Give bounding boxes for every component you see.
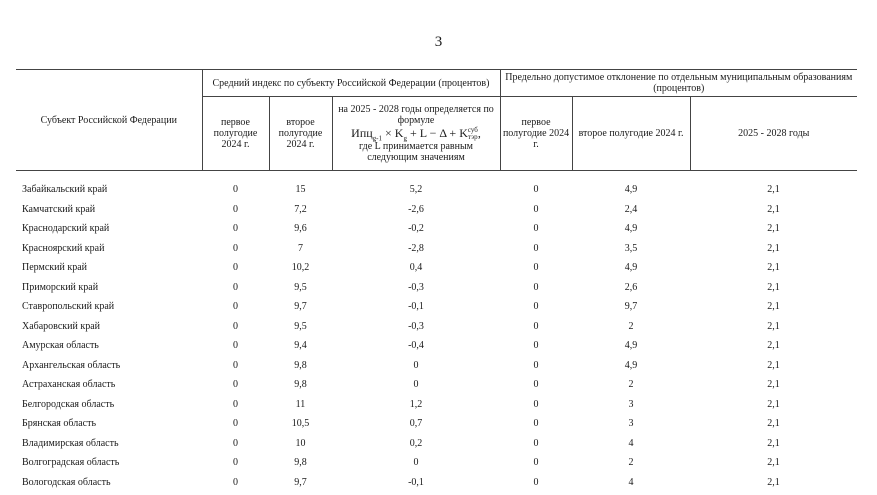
formula-intro: на 2025 - 2028 годы определяется по формуле (338, 103, 494, 126)
cell-region: Астраханская область (22, 379, 116, 391)
header-dev-h1-2024: первое полугодие 2024 г. (500, 97, 572, 171)
cell-dev-h2-2024: 4,9 (624, 340, 638, 352)
cell-avg-h1-2024: 0 (233, 340, 238, 352)
cell-dev-h2-2024: 4,9 (624, 184, 638, 196)
cell-dev-2025-2028: 2,1 (767, 476, 780, 488)
cell-dev-h2-2024: 2 (628, 457, 634, 469)
cell-region: Краснодарский край (22, 223, 110, 235)
cell-dev-h1-2024: 0 (533, 301, 539, 313)
cell-avg-h2-2024: 10 (295, 437, 306, 449)
cell-avg-h1-2024: 0 (233, 301, 238, 313)
table-row (16, 317, 857, 337)
cell-region: Белгородская область (22, 398, 115, 410)
cell-region: Пермский край (22, 262, 87, 274)
index-table (16, 69, 857, 492)
table-row (16, 375, 857, 395)
cell-region: Ставропольский край (22, 301, 115, 313)
table-row (16, 180, 857, 200)
cell-dev-2025-2028: 2,1 (767, 223, 780, 235)
cell-avg-l-2025-2028: -0,3 (408, 281, 424, 293)
cell-dev-2025-2028: 2,1 (767, 398, 780, 410)
cell-dev-h2-2024: 3,5 (624, 242, 638, 254)
cell-avg-h2-2024: 9,5 (294, 281, 307, 293)
table-row (16, 453, 857, 473)
cell-avg-h1-2024: 0 (233, 262, 238, 274)
cell-dev-h2-2024: 4,9 (624, 262, 638, 274)
cell-avg-h2-2024: 9,7 (294, 476, 307, 488)
cell-dev-2025-2028: 2,1 (767, 457, 780, 469)
cell-dev-h2-2024: 4 (628, 437, 634, 449)
cell-dev-h1-2024: 0 (533, 340, 539, 352)
cell-dev-h1-2024: 0 (533, 359, 539, 371)
cell-dev-2025-2028: 2,1 (767, 320, 780, 332)
table-row (16, 278, 857, 298)
cell-avg-h1-2024: 0 (233, 184, 238, 196)
header-h2-2024: второе полугодие 2024 г. (269, 97, 332, 171)
cell-avg-l-2025-2028: 0,7 (409, 418, 423, 430)
header-max-deviation: Предельно допустимое отклонение по отдельным муниципальным образованиям (процентов) (500, 70, 857, 97)
cell-avg-h2-2024: 15 (295, 184, 306, 196)
cell-region: Волгоградская область (22, 457, 120, 469)
cell-avg-h2-2024: 10,5 (291, 418, 310, 430)
cell-avg-l-2025-2028: 0 (413, 457, 419, 469)
cell-dev-2025-2028: 2,1 (767, 340, 780, 352)
header-subject: Субъект Российской Федерации (16, 70, 202, 171)
cell-avg-h1-2024: 0 (233, 379, 238, 391)
cell-avg-h2-2024: 9,5 (294, 320, 307, 332)
cell-dev-2025-2028: 2,1 (767, 379, 780, 391)
cell-region: Забайкальский край (22, 184, 108, 196)
cell-dev-2025-2028: 2,1 (767, 301, 780, 313)
table-row (16, 336, 857, 356)
table-body (16, 171, 857, 493)
cell-dev-h1-2024: 0 (533, 457, 539, 469)
cell-avg-h1-2024: 0 (233, 418, 238, 430)
cell-region: Красноярский край (22, 242, 105, 254)
cell-avg-l-2025-2028: 0,4 (409, 262, 423, 274)
cell-avg-l-2025-2028: -0,2 (408, 223, 424, 235)
cell-region: Хабаровский край (22, 320, 100, 332)
cell-dev-h1-2024: 0 (533, 437, 539, 449)
cell-avg-h2-2024: 9,8 (294, 379, 307, 391)
cell-avg-l-2025-2028: 0 (413, 359, 419, 371)
cell-avg-l-2025-2028: -2,8 (408, 242, 424, 254)
cell-dev-h2-2024: 4,9 (624, 223, 638, 235)
cell-dev-h2-2024: 4 (628, 476, 634, 488)
table-row (16, 473, 857, 493)
cell-dev-h2-2024: 3 (628, 418, 634, 430)
cell-dev-h2-2024: 2,4 (624, 203, 638, 215)
cell-avg-h2-2024: 9,8 (294, 359, 307, 371)
page-number: 3 (434, 34, 443, 50)
cell-dev-h1-2024: 0 (533, 223, 539, 235)
cell-dev-h1-2024: 0 (533, 184, 539, 196)
cell-avg-l-2025-2028: -0,1 (408, 301, 424, 313)
cell-avg-l-2025-2028: -0,3 (408, 320, 424, 332)
cell-dev-2025-2028: 2,1 (767, 437, 780, 449)
cell-avg-h1-2024: 0 (233, 242, 238, 254)
cell-avg-h1-2024: 0 (233, 359, 238, 371)
cell-avg-h1-2024: 0 (233, 223, 238, 235)
cell-dev-2025-2028: 2,1 (767, 281, 780, 293)
cell-dev-2025-2028: 2,1 (767, 359, 780, 371)
cell-region: Камчатский край (22, 203, 96, 215)
cell-dev-h1-2024: 0 (533, 320, 539, 332)
table-header (16, 70, 857, 171)
cell-avg-h1-2024: 0 (233, 476, 238, 488)
header-h1-2024: первое полугодие 2024 г. (202, 97, 269, 171)
cell-avg-h2-2024: 9,4 (294, 340, 307, 352)
cell-dev-h1-2024: 0 (533, 398, 539, 410)
header-dev-2025-2028: 2025 - 2028 годы (690, 97, 857, 171)
cell-avg-h1-2024: 0 (233, 281, 238, 293)
cell-avg-l-2025-2028: -0,1 (408, 476, 424, 488)
cell-region: Архангельская область (22, 359, 121, 371)
cell-dev-h2-2024: 3 (628, 398, 634, 410)
cell-dev-h1-2024: 0 (533, 262, 539, 274)
cell-dev-h2-2024: 2,6 (624, 281, 638, 293)
cell-region: Брянская область (22, 418, 97, 430)
cell-avg-h1-2024: 0 (233, 437, 238, 449)
cell-region: Амурская область (22, 340, 99, 352)
cell-avg-h2-2024: 11 (295, 398, 306, 410)
cell-avg-l-2025-2028: -2,6 (408, 203, 424, 215)
cell-dev-2025-2028: 2,1 (767, 418, 780, 430)
table-row (16, 395, 857, 415)
table-row (16, 219, 857, 239)
cell-avg-l-2025-2028: 1,2 (409, 398, 423, 410)
cell-avg-h2-2024: 9,7 (294, 301, 307, 313)
cell-region: Приморский край (22, 281, 99, 293)
cell-dev-h1-2024: 0 (533, 476, 539, 488)
cell-avg-h1-2024: 0 (233, 398, 238, 410)
table-row (16, 297, 857, 317)
cell-dev-h2-2024: 2 (628, 379, 634, 391)
cell-dev-2025-2028: 2,1 (767, 203, 780, 215)
cell-dev-h2-2024: 4,9 (624, 359, 638, 371)
formula-expression: $Ипц_{g-1} \times K_g + L - \Delta$ + Kсуб тэр, (351, 125, 481, 143)
cell-dev-2025-2028: 2,1 (767, 184, 780, 196)
table-row (16, 434, 857, 454)
header-formula (332, 97, 500, 171)
cell-avg-l-2025-2028: 5,2 (409, 184, 423, 196)
cell-avg-h1-2024: 0 (233, 320, 238, 332)
header-dev-h2-2024: второе полугодие 2024 г. (572, 97, 690, 171)
cell-dev-h2-2024: 9,7 (624, 301, 638, 313)
table-row (16, 414, 857, 434)
cell-dev-h1-2024: 0 (533, 418, 539, 430)
cell-avg-h2-2024: 9,8 (294, 457, 307, 469)
cell-avg-l-2025-2028: 0 (413, 379, 419, 391)
formula-tail: где L принимается равным следующим значениям (359, 141, 473, 164)
cell-dev-2025-2028: 2,1 (767, 262, 780, 274)
cell-avg-h2-2024: 10,2 (291, 262, 310, 274)
cell-dev-h2-2024: 2 (628, 320, 634, 332)
cell-avg-h1-2024: 0 (233, 203, 238, 215)
cell-avg-h2-2024: 7 (298, 242, 303, 254)
cell-dev-2025-2028: 2,1 (767, 242, 780, 254)
table-row (16, 200, 857, 220)
cell-avg-h1-2024: 0 (233, 457, 238, 469)
header-avg-index: Средний индекс по субъекту Российской Федерации (процентов) (202, 70, 500, 97)
cell-dev-h1-2024: 0 (533, 281, 539, 293)
cell-avg-h2-2024: 7,2 (294, 203, 307, 215)
table-row (16, 239, 857, 259)
cell-dev-h1-2024: 0 (533, 203, 539, 215)
cell-dev-h1-2024: 0 (533, 379, 539, 391)
cell-region: Владимирская область (22, 437, 119, 449)
table-row (16, 356, 857, 376)
cell-avg-l-2025-2028: -0,4 (408, 340, 424, 352)
cell-dev-h1-2024: 0 (533, 242, 539, 254)
table-row (16, 258, 857, 278)
cell-region: Вологодская область (22, 476, 111, 488)
cell-avg-h2-2024: 9,6 (294, 223, 307, 235)
cell-avg-l-2025-2028: 0,2 (409, 437, 423, 449)
